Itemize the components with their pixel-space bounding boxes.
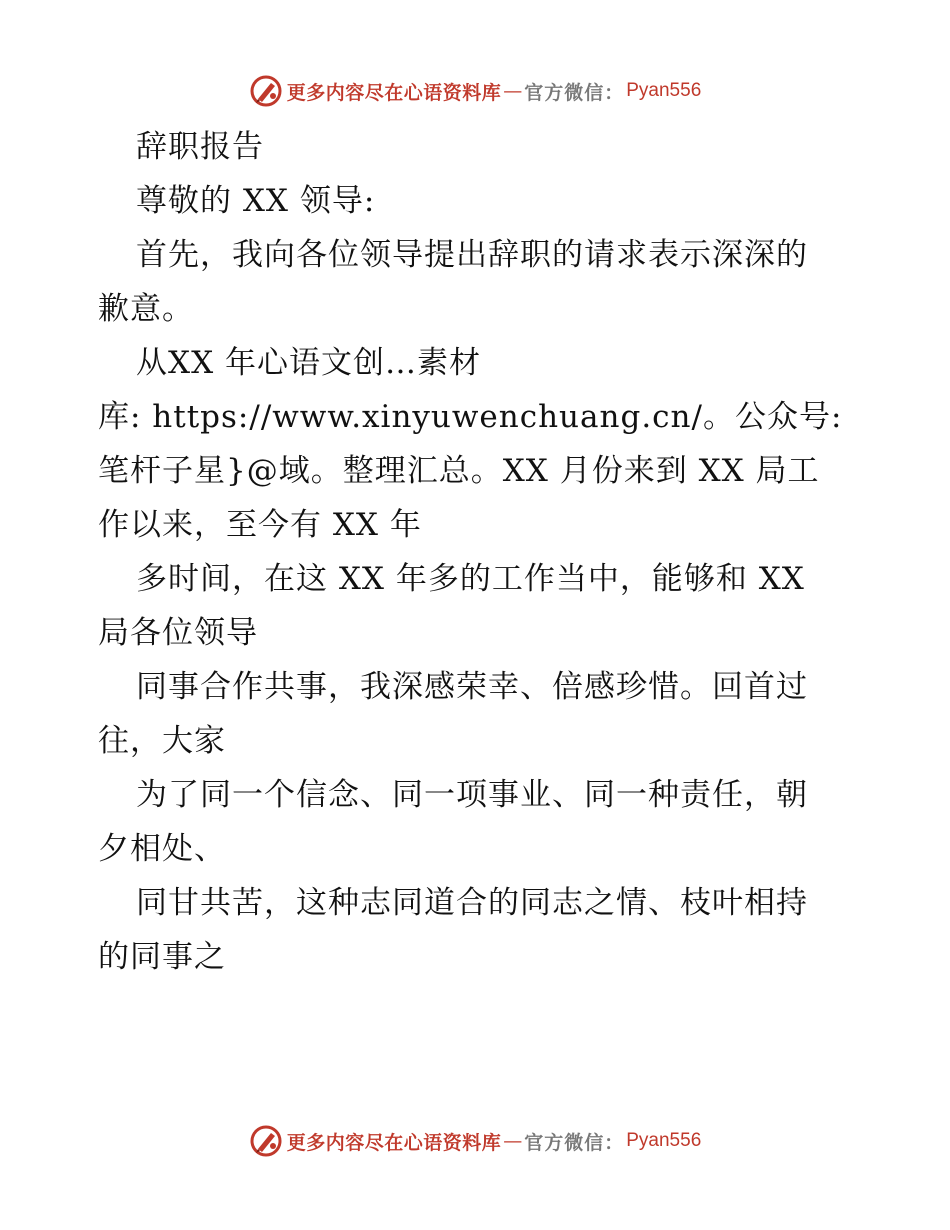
paragraph-line: 的同事之 [98,939,226,975]
watermark-site-text: 更多内容尽在心语资料库 [286,1131,502,1154]
watermark-dash: — [503,80,523,102]
paragraph-line: 同甘共苦，这种志同道合的同志之情、枝叶相持 [136,885,808,921]
header-watermark [0,72,950,110]
footer-watermark [0,1122,950,1160]
paragraph-line: 为了同一个信念、同一项事业、同一种责任，朝 [136,777,808,813]
paragraph-line: 从XX 年心语文创…素材 [136,345,481,381]
watermark-wechat-id: Pyan556 [626,1130,702,1151]
paragraph-line: 首先，我向各位领导提出辞职的请求表示深深的 [136,237,808,273]
watermark-group [249,1124,702,1158]
paragraph-line: 往，大家 [98,723,226,759]
watermark-group [249,74,702,108]
paragraph-line: 局各位领导 [98,615,258,651]
salutation: 尊敬的 XX 领导: [136,183,376,219]
paragraph-line-url: 库: https://www.xinyuwenchuang.cn/。公众号: [98,399,843,435]
pen-logo-icon [249,1124,283,1158]
pen-logo-icon [249,74,283,108]
watermark-site-text: 更多内容尽在心语资料库 [286,81,502,104]
paragraph-line: 同事合作共事，我深感荣幸、倍感珍惜。回首过 [136,669,808,705]
paragraph-line: 笔杆子星}@域。整理汇总。XX 月份来到 XX 局工 [98,453,820,489]
watermark-wechat-label: 官方微信： [524,81,625,104]
document-title: 辞职报告 [136,129,264,165]
paragraph-line: 夕相处、 [98,831,226,867]
paragraph-line: 多时间，在这 XX 年多的工作当中，能够和 XX [136,561,805,597]
paragraph-line: 作以来，至今有 XX 年 [98,507,422,543]
watermark-wechat-label: 官方微信： [524,1131,625,1154]
document-body [98,120,858,984]
watermark-wechat-id: Pyan556 [626,80,702,101]
paragraph-line: 歉意。 [98,291,194,327]
watermark-dash: — [503,1130,523,1152]
